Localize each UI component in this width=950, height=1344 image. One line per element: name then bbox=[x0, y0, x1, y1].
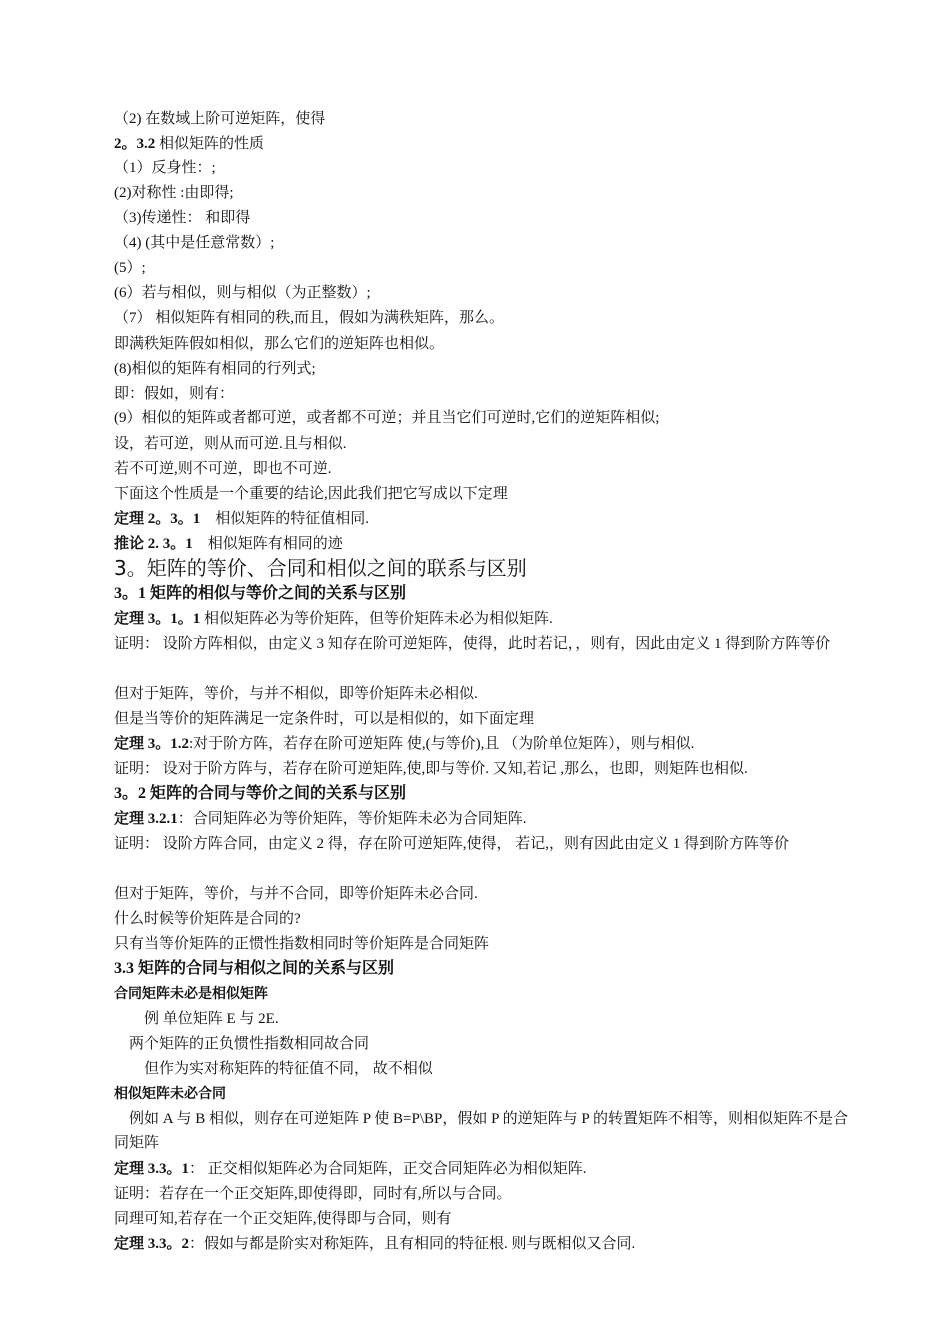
text-line: (6）若与相似，则与相似（为正整数）; bbox=[114, 285, 371, 301]
corollary-line: 推论 2. 3。1 相似矩阵有相同的迹 bbox=[114, 536, 343, 552]
proof-paragraph: 证明： 设阶方阵合同，由定义 2 得，存在阶可逆矩阵,使得， 若记,，则有因此由定义 1 得到阶方阵等价 bbox=[114, 836, 790, 852]
text-line: 但作为实对称矩阵的特征值不同， 故不相似 bbox=[114, 1061, 433, 1077]
text-line: 但对于矩阵，等价，与并不相似，即等价矩阵未必相似. bbox=[114, 686, 478, 702]
text-line: (2)对称性 :由即得; bbox=[114, 185, 234, 201]
text-line: （4) (其中是任意常数）; bbox=[114, 235, 275, 251]
text-line: 若不可逆,则不可逆，即也不可逆. bbox=[114, 461, 332, 477]
bold-label: 相似矩阵未必合同 bbox=[114, 1086, 226, 1102]
text-line: 两个矩阵的正负惯性指数相同故合同 bbox=[114, 1036, 370, 1052]
theorem-line: 定理 3.2.1：合同矩阵必为等价矩阵，等价矩阵未必为合同矩阵. bbox=[114, 811, 527, 827]
text-line: 但是当等价的矩阵满足一定条件时，可以是相似的，如下面定理 bbox=[114, 711, 535, 727]
text-line: (8)相似的矩阵有相同的行列式; bbox=[114, 361, 316, 377]
text-line: （1）反身性：; bbox=[114, 160, 216, 176]
proof-paragraph: 证明： 设对于阶方阵与，若存在阶可逆矩阵,使,即与等价. 又知,若记 ,那么，也即，则矩阵也相似. bbox=[114, 761, 748, 777]
text-line: （2) 在数域上阶可逆矩阵，使得 bbox=[114, 111, 326, 127]
text-line: 设，若可逆，则从而可逆.且与相似. bbox=[114, 436, 347, 452]
text-line: (5）; bbox=[114, 260, 146, 276]
theorem-line: 定理 3.3。1： 正交相似矩阵必为合同矩阵，正交合同矩阵必为相似矩阵. bbox=[114, 1161, 587, 1177]
text-line: (9）相似的矩阵或者都可逆，或者都不可逆；并且当它们可逆时,它们的逆矩阵相似; bbox=[114, 410, 660, 426]
text-line: 例 单位矩阵 E 与 2E. bbox=[114, 1011, 279, 1027]
text-line: 什么时候等价矩阵是合同的? bbox=[114, 911, 301, 927]
theorem-line: 定理 2。3。1 相似矩阵的特征值相同. bbox=[114, 511, 370, 527]
theorem-line: 定理 3。1。1 相似矩阵必为等价矩阵，但等价矩阵未必为相似矩阵. bbox=[114, 611, 553, 627]
subsection-heading: 2。3.2 相似矩阵的性质 bbox=[114, 136, 265, 152]
text-line: 但对于矩阵，等价，与并不合同，即等价矩阵未必合同. bbox=[114, 886, 478, 902]
theorem-line: 定理 3.3。2：假如与都是阶实对称矩阵，且有相同的特征根. 则与既相似又合同. bbox=[114, 1236, 636, 1252]
section-heading: 3。矩阵的等价、合同和相似之间的联系与区别 bbox=[114, 556, 527, 580]
theorem-line: 定理 3。1.2:对于阶方阵，若存在阶可逆矩阵 使,(与等价),且 （为阶单位矩阵），则与相似. bbox=[114, 736, 695, 752]
text-line: 即：假如，则有： bbox=[114, 386, 235, 402]
text-line: （7） 相似矩阵有相同的秩,而且，假如为满秩矩阵，那么。 bbox=[114, 310, 505, 326]
subsection-heading: 3.3 矩阵的合同与相似之间的关系与区别 bbox=[114, 960, 395, 977]
text-line: 同理可知,若存在一个正交矩阵,使得即与合同，则有 bbox=[114, 1211, 452, 1227]
text-line: 下面这个性质是一个重要的结论,因此我们把它写成以下定理 bbox=[114, 486, 508, 502]
subsection-heading: 3。1 矩阵的相似与等价之间的关系与区别 bbox=[114, 585, 407, 602]
text-line: （3)传递性： 和即得 bbox=[114, 210, 251, 226]
text-line: 只有当等价矩阵的正惯性指数相同时等价矩阵是合同矩阵 bbox=[114, 936, 490, 952]
subsection-heading: 3。2 矩阵的合同与等价之间的关系与区别 bbox=[114, 785, 407, 802]
example-paragraph: 例如 A 与 B 相似，则存在可逆矩阵 P 使 B=P\BP，假如 P 的逆矩阵与 P 的转置矩阵不相等，则相似矩阵不是合同矩阵 bbox=[114, 1111, 848, 1151]
proof-paragraph: 证明： 设阶方阵相似，由定义 3 知存在阶可逆矩阵，使得，此时若记，，则有，因此由定义 1 得到阶方阵等价 bbox=[114, 636, 831, 652]
bold-label: 合同矩阵未必是相似矩阵 bbox=[114, 986, 268, 1002]
text-line: 即满秩矩阵假如相似，那么它们的逆矩阵也相似。 bbox=[114, 336, 445, 352]
proof-paragraph: 证明：若存在一个正交矩阵,即使得即，同时有,所以与合同。 bbox=[114, 1186, 512, 1202]
